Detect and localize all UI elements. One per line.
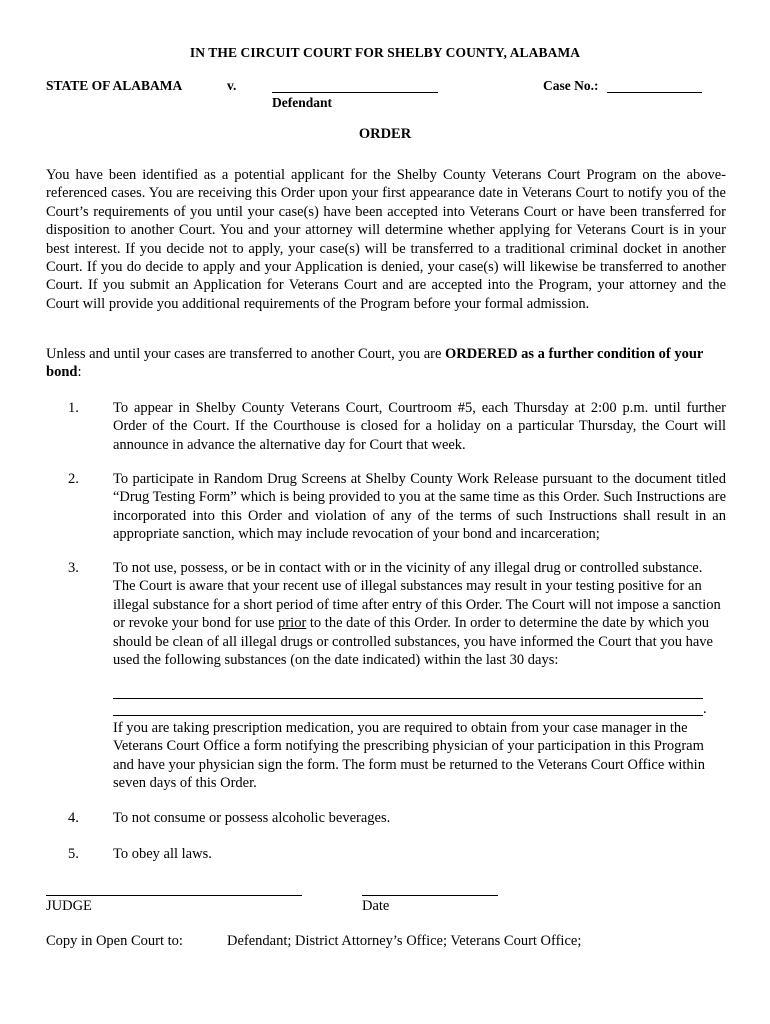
condition-paragraph bbox=[46, 345, 726, 382]
court-title: IN THE CIRCUIT COURT FOR SHELBY COUNTY, ALABAMA bbox=[189, 45, 581, 60]
item-3-number: 3. bbox=[68, 560, 79, 576]
case-number-line[interactable] bbox=[607, 92, 702, 93]
condition-lead: Unless and until your cases are transferred to another Court, you are bbox=[46, 346, 446, 362]
case-number-label: Case No.: bbox=[543, 78, 599, 93]
state-label: STATE OF ALABAMA bbox=[46, 78, 183, 93]
item-4-number: 4. bbox=[68, 810, 79, 826]
substances-line-period: . bbox=[703, 701, 707, 717]
defendant-name-line[interactable] bbox=[272, 92, 438, 93]
judge-label: JUDGE bbox=[46, 898, 92, 914]
item-5-number: 5. bbox=[68, 846, 79, 862]
item-3-text-before: To not use, possess, or be in contact with or in the vicinity of any illegal drug or controlled substance. The Court is aware that your recent use of illegal substances may result in your testing positive for an illegal substance for a short period of time after entry of this Order. The Court will not impose a sanction or revoke your bond for use bbox=[113, 560, 721, 632]
prescription-paragraph: If you are taking prescription medication, you are required to obtain from your case manager in the Veterans Court Office a form notifying the prescribing physician of your participation in this Program and have your physician sign the form. The form must be returned to the Veterans Court Office within seven days of this Order. bbox=[113, 720, 705, 792]
item-2-number: 2. bbox=[68, 471, 79, 487]
item-3-text-prior: prior bbox=[278, 615, 307, 632]
date-label: Date bbox=[362, 898, 390, 914]
condition-end: : bbox=[77, 364, 82, 381]
item-3-text bbox=[113, 559, 726, 669]
condition-bold: ORDERED as a further condition of your bond bbox=[46, 346, 704, 381]
copy-recipients: Defendant; District Attorney’s Office; Veterans Court Office; bbox=[227, 933, 582, 949]
item-1-number: 1. bbox=[68, 400, 79, 416]
item-4-text: To not consume or possess alcoholic beverages. bbox=[113, 810, 391, 826]
defendant-label: Defendant bbox=[272, 95, 332, 110]
date-signature-line[interactable] bbox=[362, 895, 498, 896]
substances-line-1[interactable] bbox=[113, 698, 703, 699]
versus-label: v. bbox=[227, 78, 237, 93]
order-title: ORDER bbox=[358, 126, 412, 142]
substances-line-2[interactable] bbox=[113, 715, 703, 716]
item-2-text: To participate in Random Drug Screens at Shelby County Work Release pursuant to the document titled “Drug Testing Form” which is being provided to you at the same time as this Order. Such Instructions are incorporated into this Order and violation of any of the terms of such Instructions shall result in an appropriate sanction, which may include revocation of your bond and incarceration; bbox=[113, 471, 726, 543]
item-3-text-after: to the date of this Order. In order to determine the date by which you should be clean of all illegal drugs or controlled substances, you have informed the Court that you have used the following substances (on the date indicated) within the last 30 days: bbox=[113, 615, 713, 669]
item-1-text: To appear in Shelby County Veterans Court, Courtroom #5, each Thursday at 2:00 p.m. until further Order of the Court. If the Courthouse is closed for a holiday on a particular Thursday, the Court will announce in advance the alternative day for Court that week. bbox=[113, 400, 726, 453]
item-5-text: To obey all laws. bbox=[113, 846, 212, 862]
intro-paragraph: You have been identified as a potential applicant for the Shelby County Veterans Court Program on the above-referenced cases. You are receiving this Order upon your first appearance date in Veterans Court to notify you of the Court’s requirements of you until your case(s) have been accepted into Veterans Court or have been transferred for disposition to another Court. You and your attorney will determine whether applying for Veterans Court is in your best interest. If you decide not to apply, your case(s) will be transferred to a traditional criminal docket in another Court. If you do decide to apply and your Application is denied, your case(s) will likewise be transferred to another Court. If you submit an Application for Veterans Court and are accepted into the Program, your attorney and the Court will provide you additional requirements of the Program before your formal admission. bbox=[46, 167, 726, 312]
copy-label: Copy in Open Court to: bbox=[46, 933, 183, 949]
judge-signature-line[interactable] bbox=[46, 895, 302, 896]
